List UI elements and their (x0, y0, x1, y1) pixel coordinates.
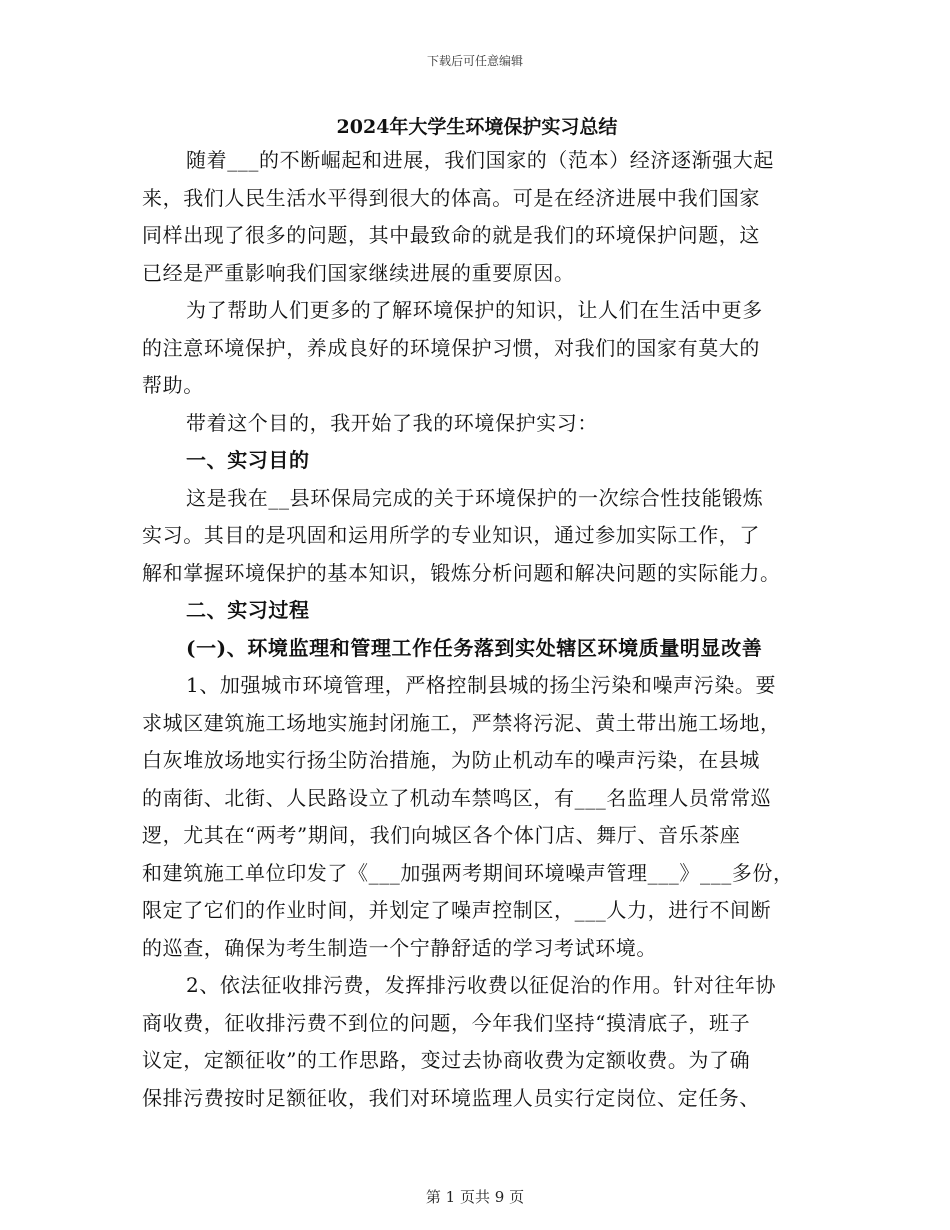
paragraph (142, 480, 812, 593)
paragraph-line: 商收费，征收排污费不到位的问题，今年我们坚持“摸清底子，班子 (142, 1010, 751, 1035)
paragraph (142, 142, 812, 292)
paragraph-line: 这是我在__县环保局完成的关于环境保护的一次综合性技能锻炼 (186, 485, 764, 510)
document-body (142, 106, 812, 1117)
paragraph-line: 同样出现了很多的问题，其中最致命的就是我们的环境保护问题，这 (142, 223, 760, 247)
section-heading: 二、实习过程 (186, 598, 310, 622)
paragraph-line: 的南街、北街、人民路设立了机动车禁鸣区，有___名监理人员常常巡 (142, 785, 772, 810)
document-blocks (142, 142, 812, 1117)
paragraph (142, 405, 812, 443)
paragraph-line: 1、加强城市环境管理，严格控制县城的扬尘污染和噪声污染。要 (186, 673, 777, 697)
paragraph-line: 帮助。 (142, 373, 204, 397)
paragraph-line: 逻，尤其在“两考”期间，我们向城区各个体门店、舞厅、音乐茶座 (142, 823, 741, 847)
paragraph (142, 967, 812, 1117)
paragraph-line: 带着这个目的，我开始了我的环境保护实习： (186, 410, 598, 435)
paragraph (142, 292, 812, 405)
paragraph-line: 议定，定额征收”的工作思路，变过去协商收费为定额收费。为了确 (142, 1048, 751, 1072)
section-heading: (一)、环境监理和管理工作任务落到实处辖区环境质量明显改善 (186, 635, 763, 660)
page-header-note: 下载后可任意编辑 (426, 54, 523, 68)
paragraph-line: 实习。其目的是巩固和运用所学的专业知识，通过参加实际工作，了 (142, 523, 760, 547)
section-heading: 一、实习目的 (186, 448, 310, 472)
document-title: 2024年大学生环境保护实习总结 (336, 116, 618, 138)
paragraph-line: 求城区建筑施工场地实施封闭施工，严禁将污泥、黄土带出施工场地， (142, 710, 781, 735)
paragraph-line: 保排污费按时足额征收，我们对环境监理人员实行定岗位、定任务、 (142, 1085, 760, 1110)
paragraph-line: 的巡查，确保为考生制造一个宁静舒适的学习考试环境。 (142, 935, 657, 960)
paragraph-line: 来，我们人民生活水平得到很大的体高。可是在经济进展中我们国家 (142, 185, 760, 210)
paragraph-line: 随着___的不断崛起和进展，我们国家的（范本）经济逐渐强大起 (186, 148, 774, 172)
paragraph-line: 限定了它们的作业时间，并划定了噪声控制区，___人力，进行不间断 (142, 898, 772, 922)
paragraph-line: 解和掌握环境保护的基本知识，锻炼分析问题和解决问题的实际能力。 (142, 560, 781, 585)
paragraph-line: 的注意环境保护，养成良好的环境保护习惯，对我们的国家有莫大的 (142, 335, 760, 360)
paragraph-line: 为了帮助人们更多的了解环境保护的知识，让人们在生活中更多 (186, 298, 763, 322)
paragraph-line: 白灰堆放场地实行扬尘防治措施，为防止机动车的噪声污染，在县城 (142, 748, 760, 772)
paragraph-line: 和建筑施工单位印发了《___加强两考期间环境噪声管理___》___多份， (142, 860, 794, 885)
paragraph-line: 已经是严重影响我们国家继续进展的重要原因。 (142, 260, 575, 285)
paragraph-line: 2、依法征收排污费，发挥排污收费以征促治的作用。针对往年协 (186, 973, 777, 997)
paragraph (142, 667, 812, 967)
page-footer: 第 1 页共 9 页 (425, 1188, 525, 1206)
